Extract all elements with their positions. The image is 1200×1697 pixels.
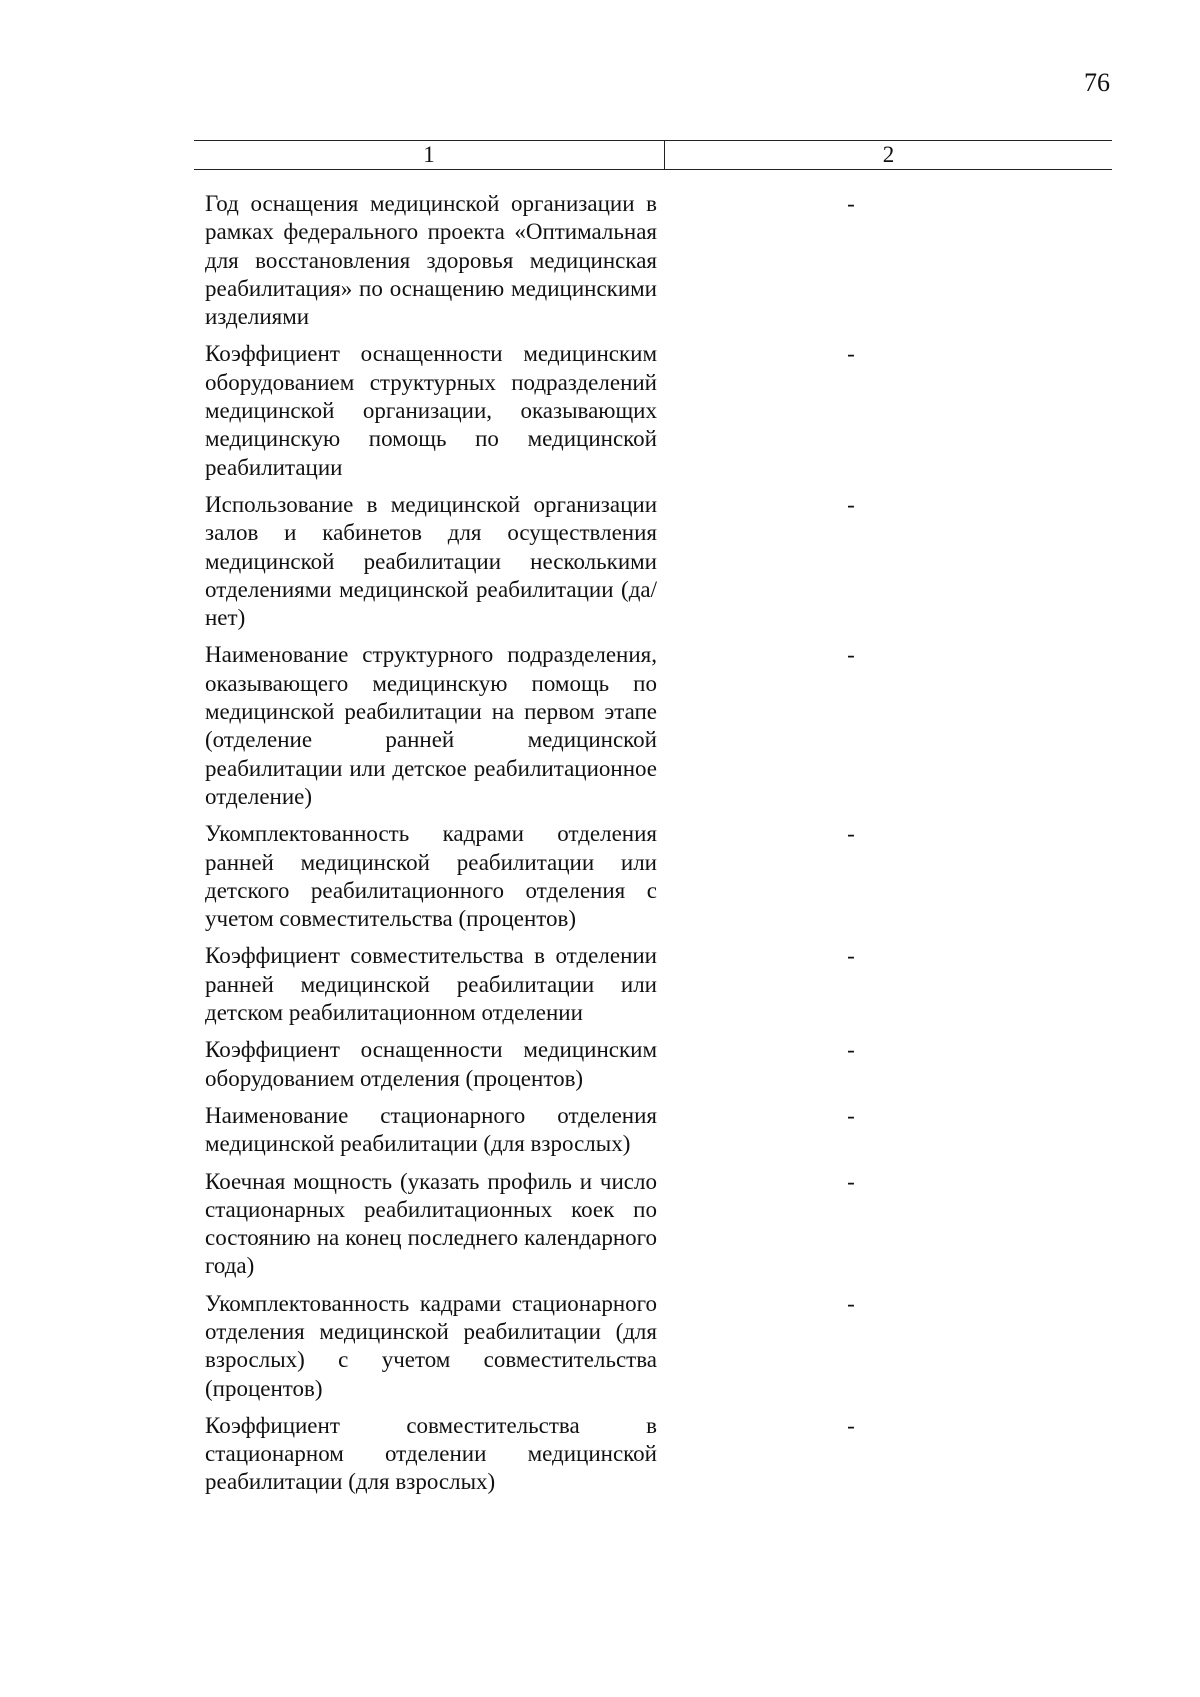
row-value: - bbox=[847, 1037, 855, 1063]
row-label: Коэффициент совместительства в отделении ранней медицинской реабилитации или детском реабилитационном отделении bbox=[205, 943, 657, 1026]
row-value: - bbox=[847, 191, 855, 216]
page-number: 76 bbox=[1084, 68, 1110, 97]
row-value: - bbox=[847, 1290, 855, 1316]
table-row bbox=[205, 820, 1045, 933]
row-label: Укомплектованность кадрами отделения ранней медицинской реабилитации или детского реабилитационного отделения с учетом совместительства (процентов) bbox=[205, 821, 657, 932]
table-row bbox=[205, 340, 1045, 481]
table-row bbox=[205, 1102, 1045, 1159]
column-header-1: 1 bbox=[423, 142, 435, 167]
table-row bbox=[205, 1412, 1045, 1497]
row-value: - bbox=[847, 943, 855, 969]
row-value: - bbox=[847, 1102, 855, 1128]
row-label: Коэффициент оснащенности медицинским оборудованием отделения (процентов) bbox=[205, 1037, 657, 1091]
row-label: Год оснащения медицинской организации в рамках федерального проекта «Оптимальная для восстановления здоровья медицинская реабилитация» по оснащению медицинскими изделиями bbox=[205, 191, 657, 330]
header-bottom-rule bbox=[194, 169, 1112, 170]
row-label: Коэффициент оснащенности медицинским оборудованием структурных подразделений медицинской организации, оказывающих медицинскую помощь по медицинской реабилитации bbox=[205, 341, 657, 480]
row-value: - bbox=[847, 1168, 855, 1194]
table-row bbox=[205, 190, 1045, 331]
header-top-rule bbox=[194, 140, 1112, 141]
row-label: Использование в медицинской организации залов и кабинетов для осуществления медицинской реабилитации несколькими отделениями медицинской реабилитации (да/нет) bbox=[205, 491, 657, 631]
table-row bbox=[205, 491, 1045, 632]
row-label: Коечная мощность (указать профиль и число стационарных реабилитационных коек по состоянию на конец последнего календарного года) bbox=[205, 1168, 657, 1279]
row-value: - bbox=[847, 642, 855, 668]
row-label: Наименование стационарного отделения медицинской реабилитации (для взрослых) bbox=[205, 1102, 657, 1157]
table-row bbox=[205, 1290, 1045, 1403]
row-value: - bbox=[847, 1412, 855, 1438]
table-row bbox=[205, 1168, 1045, 1281]
row-value: - bbox=[847, 821, 855, 847]
row-label: Коэффициент совместительства в стационарном отделении медицинской реабилитации (для взрослых) bbox=[205, 1412, 657, 1495]
row-label: Наименование структурного подразделения, оказывающего медицинскую помощь по медицинской реабилитации на первом этапе (отделение ранней медицинской реабилитации или детское реабилитационное отделение) bbox=[205, 642, 657, 809]
table-row bbox=[205, 641, 1045, 811]
row-label: Укомплектованность кадрами стационарного отделения медицинской реабилитации (для взрослых) с учетом совместительства (процентов) bbox=[205, 1290, 657, 1401]
table-body bbox=[205, 190, 1045, 1506]
column-header-2: 2 bbox=[882, 142, 895, 167]
table-header bbox=[194, 140, 1112, 170]
table-row bbox=[205, 1036, 1045, 1093]
table-row bbox=[205, 942, 1045, 1027]
row-value: - bbox=[847, 341, 855, 367]
row-value: - bbox=[847, 491, 855, 517]
